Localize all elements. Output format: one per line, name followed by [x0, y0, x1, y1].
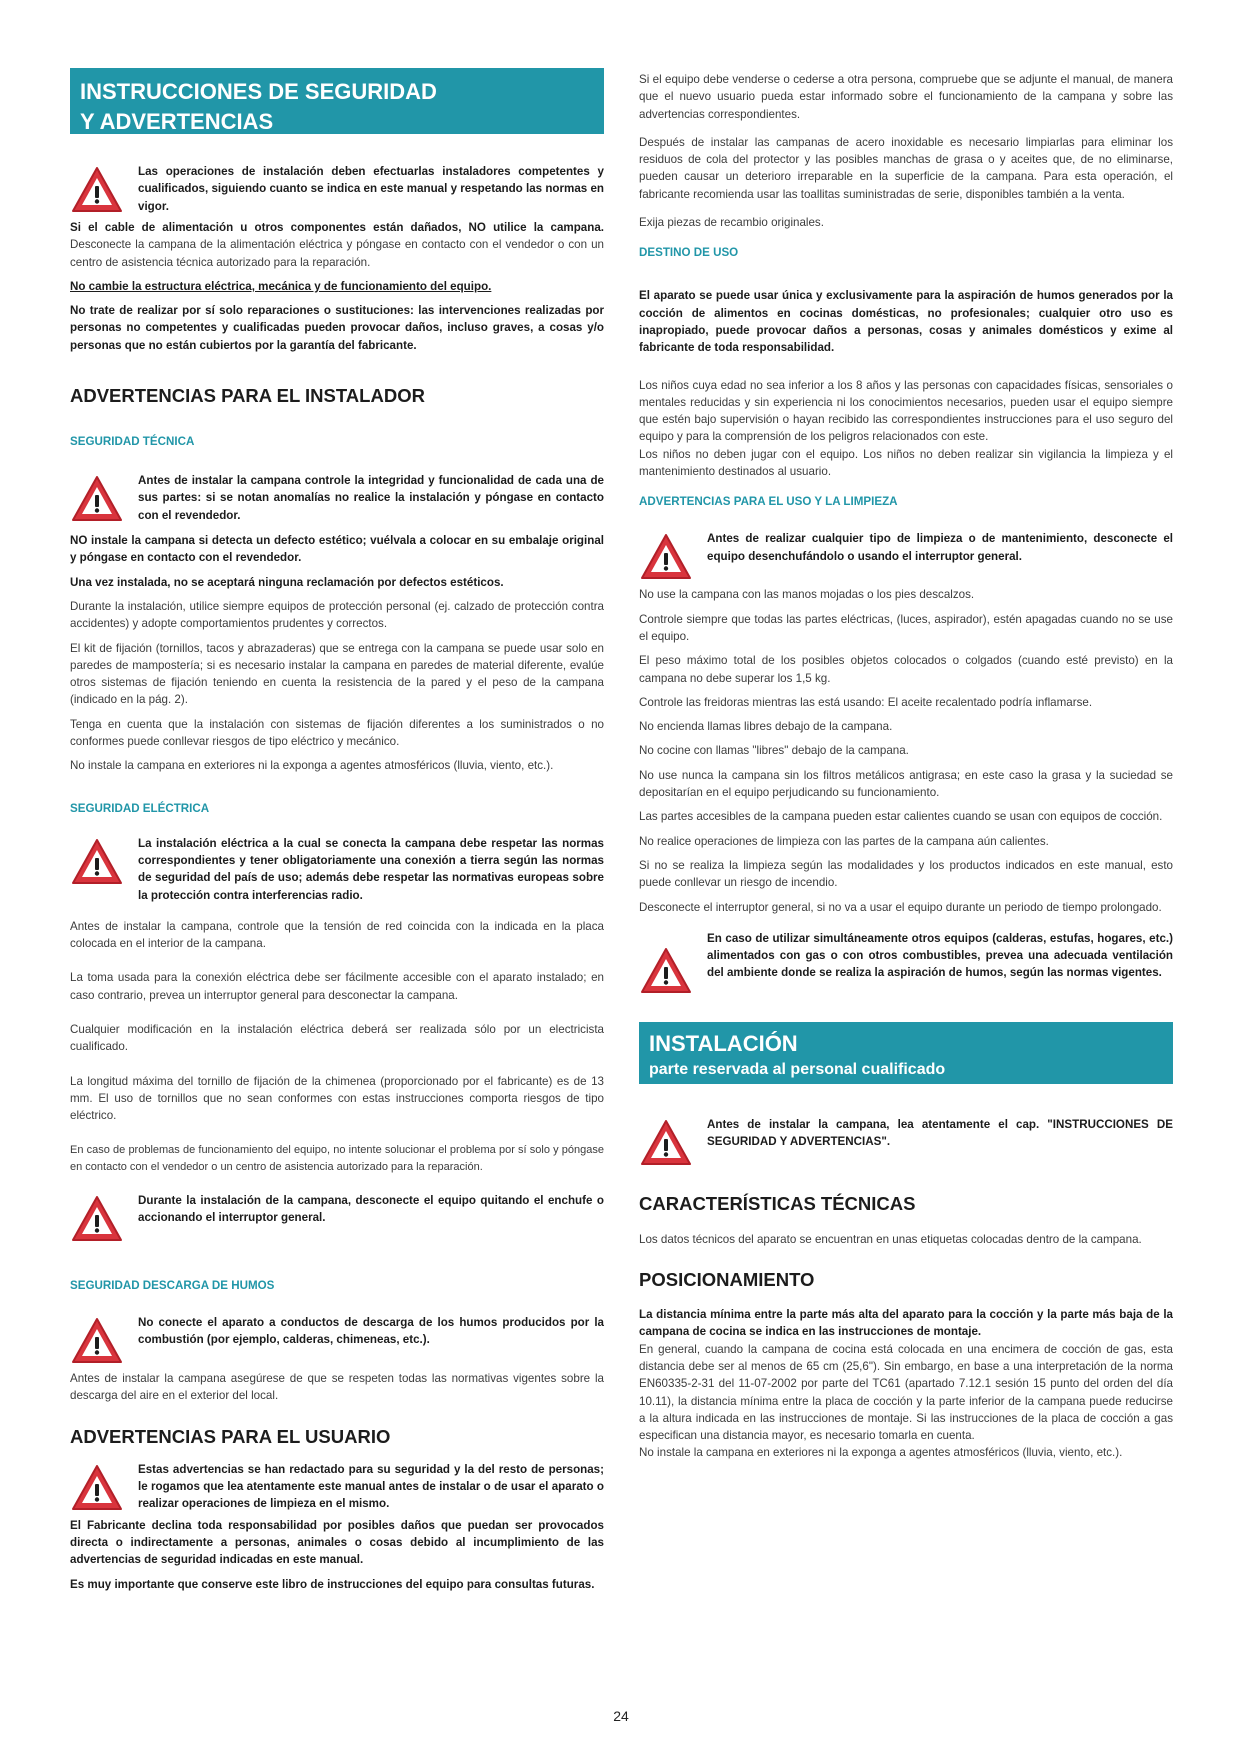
heading-usuario: ADVERTENCIAS PARA EL USUARIO [70, 1425, 391, 1447]
warning-text: No conecte el aparato a conductos de descarga de los humos producidos por la combustión (por ejemplo, calderas, chimeneas, etc.). [138, 1316, 604, 1347]
warning-triangle-icon [70, 837, 124, 887]
banner-subtitle: parte reservada al personal cualificado [649, 1060, 946, 1078]
warning-text: En caso de utilizar simultáneamente otros equipos (calderas, estufas, hogares, etc.) alimentados con gas o con otros combustibles, prevea una adecuada ventilación del ambiente donde se realiza la aspiración de humos, según las normas vigentes. [707, 931, 1173, 980]
warning-box [639, 530, 1173, 586]
cable-paragraph [70, 219, 604, 271]
right-column [639, 68, 1173, 1469]
warning-box [70, 472, 604, 528]
modalidades-text: Si no se realiza la limpieza según las modalidades y los productos indicados en este manual, esto puede conllevar un riesgo de incendio. [639, 858, 1173, 890]
posicionamiento-text: En general, cuando la campana de cocina está colocada en una encimera de cocción de gas, esta distancia debe ser al menos de 65 cm (25,6"). Sin embargo, en base a una interpretación de la norma EN60335-2-31 del 11-07-2002 por parte del TC61 (apartado 7.12.1 sesión 15 punto del orden del día 10.11), la distancia mínima entre la placa de cocción y la parte inferior de la campana puede reducirse a la altura indicada en las instrucciones de montaje. Si las instrucciones de la placa de cocción a gas especifican una distancia mayor, es necesario tomarla en cuenta. [639, 1342, 1173, 1443]
filtros-text: No use nunca la campana sin los filtros metálicos antigrasa; en este caso la grasa y la suciedad se depositarían en el equipo perjudicando su funcionamiento. [639, 768, 1173, 800]
cable-bold: Si el cable de alimentación u otros componentes están dañados, NO utilice la campana. [70, 221, 604, 234]
warning-box [70, 835, 604, 904]
desconecte-text: Desconecte el interruptor general, si no va a usar el equipo durante un periodo de tiempo prolongado. [639, 900, 1162, 914]
toma-text: La toma usada para la conexión eléctrica debe ser fácilmente accesible con el aparato instalado; en caso contrario, prevea un interruptor general para desconectar la campana. [70, 971, 604, 1002]
acero-text: Después de instalar las campanas de acero inoxidable es necesario limpiarlas para eliminar los residuos de cola del protector y las posibles manchas de grasa o y aceites que, de no eliminarse, pueden causar un deterioro irreparable en la superficie de la campana. Para esta operación, el fabricante recomienda usar las toallitas suministradas de serie, disponibles también a la venta. [639, 135, 1173, 201]
posicionamiento-exteriores: No instale la campana en exteriores ni la exponga a agentes atmosféricos (lluvia, viento, etc.). [639, 1446, 1123, 1460]
heading-caracteristicas: CARACTERÍSTICAS TÉCNICAS [639, 1192, 916, 1214]
exija-text: Exija piezas de recambio originales. [639, 216, 824, 230]
banner-title-line1: INSTRUCCIONES DE SEGURIDAD [80, 79, 437, 104]
cocine-text: No cocine con llamas "libres" debajo de la campana. [639, 744, 909, 758]
warning-box [70, 163, 604, 219]
vender-text: Si el equipo debe venderse o cederse a otra persona, compruebe que se adjunte el manual, de manera que el nuevo usuario pueda estar informado sobre el funcionamiento de la campana y sobre las advertencias correspondientes. [639, 73, 1173, 121]
warning-triangle-icon [70, 1194, 124, 1244]
heading-seguridad-electrica: SEGURIDAD ELÉCTRICA [70, 801, 210, 815]
una-vez-text: Una vez instalada, no se aceptará ninguna reclamación por defectos estéticos. [70, 575, 504, 589]
warning-triangle-icon [639, 946, 693, 996]
banner-title-line2: Y ADVERTENCIAS [80, 109, 274, 134]
left-column [70, 68, 604, 1600]
durante-text: Durante la instalación, utilice siempre equipos de protección personal (ej. calzado de protección contra accidentes) y adopte comportamientos prudentes y correctos. [70, 599, 604, 631]
warning-triangle-icon [70, 474, 124, 524]
warning-text: Antes de realizar cualquier tipo de limpieza o de mantenimiento, desconecte el equipo desenchufándolo o usando el interruptor general. [707, 532, 1173, 563]
no-trate-text: No trate de realizar por sí solo reparaciones o sustituciones: las intervenciones realizadas por personas no competentes y cualificadas pueden provocar daños, incluso graves, a cosas y/o personas que no están cubiertos por la garantía del fabricante. [70, 304, 604, 352]
peso-text: El peso máximo total de los posibles objetos colocados o colgados (cuando esté previsto) en la campana no debe superar los 1,5 kg. [639, 654, 1173, 685]
warning-triangle-icon [70, 1463, 124, 1513]
accesibles-text: Las partes accesibles de la campana pueden estar calientes cuando se usan con equipos de cocción. [639, 810, 1163, 824]
problemas-text: En caso de problemas de funcionamiento del equipo, no intente solucionar el problema por sí solo y póngase en contacto con el vendedor o un centro de asistencia autorizado para la reparación. [70, 1143, 604, 1173]
controle-partes-text: Controle siempre que todas las partes eléctricas, (luces, aspirador), estén apagadas cuando no se use el equipo. [639, 612, 1173, 643]
warning-text: La instalación eléctrica a la cual se conecta la campana debe respetar las normas correspondientes y tener obligatoriamente una conexión a tierra según las normas de seguridad del país de uso; además debe respetar las normativas europeas sobre la protección contra interferencias radio. [138, 836, 604, 902]
heading-uso-limpieza: ADVERTENCIAS PARA EL USO Y LA LIMPIEZA [639, 495, 898, 509]
banner-title: INSTALACIÓN [649, 1030, 798, 1056]
conserve-text: Es muy importante que conserve este libro de instrucciones del equipo para consultas futuras. [70, 1577, 595, 1591]
heading-seguridad-tecnica: SEGURIDAD TÉCNICA [70, 435, 195, 449]
fabricante-text: El Fabricante declina toda responsabilidad por posibles daños que puedan ser provocados directa o indirectamente a personas, animales o cosas debido al incumplimiento de las advertencias de seguridad indicadas en este manual. [70, 1518, 604, 1567]
freidoras-text: Controle las freidoras mientras las está usando: El aceite recalentado podría inflamarse. [639, 695, 1093, 709]
section-banner-seguridad [70, 68, 604, 134]
limpieza-calientes-text: No realice operaciones de limpieza con las partes de la campana aún calientes. [639, 834, 1049, 848]
antes-normativas-text: Antes de instalar la campana asegúrese de que se respeten todas las normativas vigentes sobre la descarga del aire en el exterior del local. [70, 1372, 604, 1403]
warning-triangle-icon [70, 1316, 124, 1366]
warning-box [70, 1314, 604, 1370]
cualquier-text: Cualquier modificación en la instalación eléctrica deberá ser realizada sólo por un electricista cualificado. [70, 1023, 604, 1054]
warning-box [639, 1116, 1173, 1172]
no-instale-defecto: NO instale la campana si detecta un defecto estético; vuélvala a colocar en su embalaje original y póngase en contacto con el revendedor. [70, 534, 604, 565]
warning-triangle-icon [70, 165, 124, 215]
heading-posicionamiento: POSICIONAMIENTO [639, 1269, 815, 1291]
warning-triangle-icon [639, 1118, 693, 1168]
manos-text: No use la campana con las manos mojadas o los pies descalzos. [639, 588, 975, 602]
longitud-text: La longitud máxima del tornillo de fijación de la chimenea (proporcionado por el fabricante) es de 13 mm. El uso de tornillos que no sean conformes con estas instrucciones comporta riesgos de tipo eléctrico. [70, 1074, 604, 1123]
no-exteriores-text: No instale la campana en exteriores ni la exponga a agentes atmosféricos (lluvia, viento, etc.). [70, 759, 554, 773]
llamas-text: No encienda llamas libres debajo de la campana. [639, 720, 893, 734]
warning-text: Antes de instalar la campana controle la integridad y funcionalidad de cada una de sus partes: si se notan anomalías no realice la instalación y póngase en contacto con el revendedor. [138, 474, 604, 522]
heading-instalador: ADVERTENCIAS PARA EL INSTALADOR [70, 385, 425, 407]
tenga-text: Tenga en cuenta que la instalación con sistemas de fijación diferentes a los suministrados o no conformes puede conllevar riesgos de tipo eléctrico y mecánico. [70, 717, 604, 749]
posicionamiento-bold: La distancia mínima entre la parte más alta del aparato para la cocción y la parte más baja de la campana de cocina se indica en las instrucciones de montaje. [639, 1308, 1173, 1339]
no-cambie-text: No cambie la estructura eléctrica, mecánica y de funcionamiento del equipo. [70, 279, 492, 293]
destino-text: El aparato se puede usar única y exclusivamente para la aspiración de humos generados por la cocción de alimentos en cocinas domésticas, no profesionales; cualquier otro uso es inapropiado, puede provocar daños a personas, cosas y animales domésticos y exime al fabricante de toda responsabilidad. [639, 289, 1173, 355]
kit-text: El kit de fijación (tornillos, tacos y abrazaderas) que se entrega con la campana se puede usar solo en paredes de mampostería; si es necesario instalar la campana en paredes de material diferente, evalúe otros sistemas de fijación teniendo en cuenta la resistencia de la pared y el peso de la campana (indicado en la pág. 2). [70, 641, 604, 707]
warning-text: Antes de instalar la campana, lea atentamente el cap. "INSTRUCCIONES DE SEGURIDAD Y ADVERTENCIAS". [707, 1117, 1173, 1149]
warning-triangle-icon [639, 532, 693, 582]
ninos-text-2: Los niños no deben jugar con el equipo. Los niños no deben realizar sin vigilancia la limpieza y el mantenimiento destinados al usuario. [639, 447, 1173, 479]
page-number: 24 [613, 1708, 629, 1724]
warning-text: Durante la instalación de la campana, desconecte el equipo quitando el enchufe o accionando el interruptor general. [138, 1194, 604, 1225]
warning-box [70, 1192, 604, 1248]
heading-descarga-humos: SEGURIDAD DESCARGA DE HUMOS [70, 1279, 275, 1293]
heading-destino: DESTINO DE USO [639, 246, 739, 260]
datos-text: Los datos técnicos del aparato se encuentran en unas etiquetas colocadas dentro de la campana. [639, 1232, 1142, 1246]
warning-box [639, 930, 1173, 986]
section-banner-instalacion [639, 1022, 1173, 1084]
ninos-text-1: Los niños cuya edad no sea inferior a los 8 años y las personas con capacidades físicas, sensoriales o mentales reducidas y sin experiencia ni los conocimientos necesarios, pueden usar el equipo siempre que estén bajo supervisión o hayan recibido las correspondientes instrucciones para el uso seguro del equipo y para la comprensión de los peligros relacionados con este. [639, 378, 1173, 444]
antes-tension-text: Antes de instalar la campana, controle que la tensión de red coincida con la indicada en la placa colocada en el interior de la campana. [70, 919, 604, 951]
warning-text: Las operaciones de instalación deben efectuarlas instaladores competentes y cualificados, siguiendo cuanto se indica en este manual y respetando las normas en vigor. [138, 165, 604, 213]
cable-rest: Desconecte la campana de la alimentación eléctrica y póngase en contacto con el vendedor o con un centro de asistencia técnica autorizado para la reparación. [70, 238, 604, 269]
warning-text: Estas advertencias se han redactado para su seguridad y la del resto de personas; le rogamos que lea atentamente este manual antes de instalar o de usar el aparato o realizar operaciones de limpieza en el mismo. [138, 1462, 604, 1511]
warning-box [70, 1461, 604, 1517]
